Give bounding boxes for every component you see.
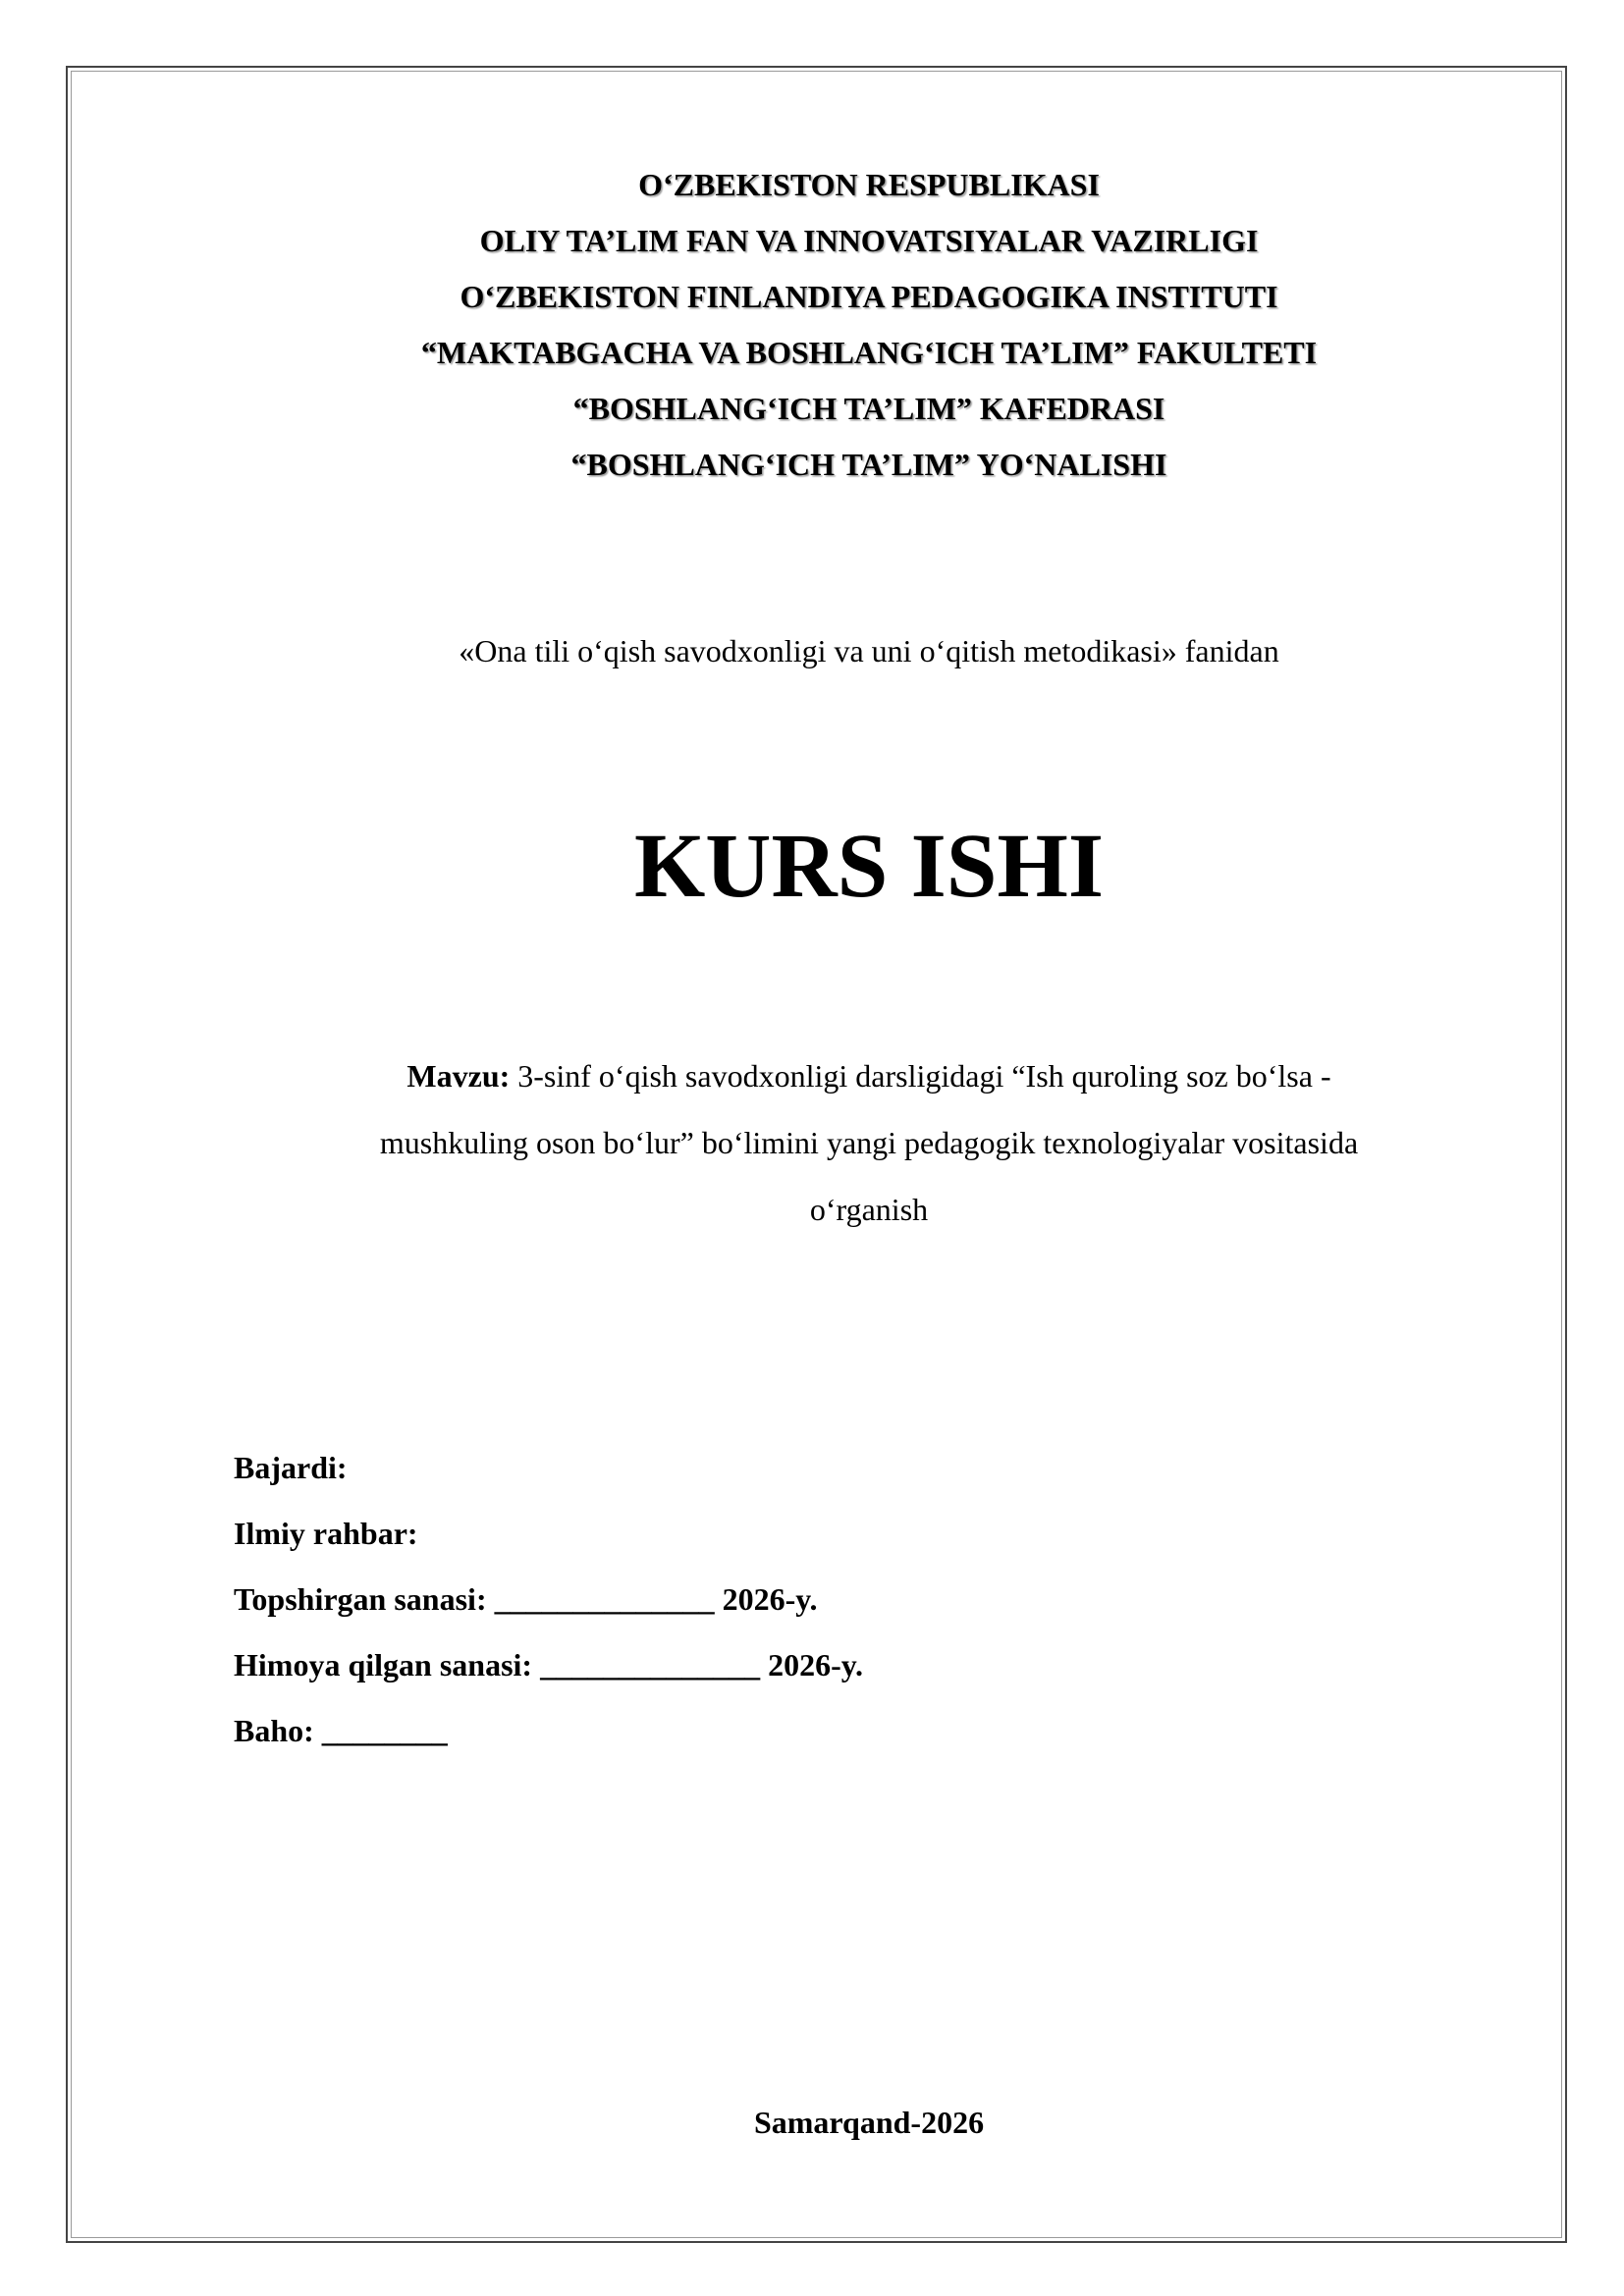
- header-line-direction: “BOSHLANG‘ICH TA’LIM” YO‘NALISHI: [570, 447, 1167, 482]
- header-line-ministry: OLIY TA’LIM FAN VA INNOVATSIYALAR VAZIRLIGI: [479, 223, 1259, 258]
- info-block: [234, 1435, 1412, 1764]
- header-line-department: “BOSHLANG‘ICH TA’LIM” KAFEDRASI: [572, 391, 1165, 426]
- info-defense-date: Himoya qilgan sanasi: ______________ 2026-y.: [234, 1647, 863, 1682]
- topic-line-1: [236, 1042, 1502, 1109]
- topic-text-1: 3-sinf o‘qish savodxonligi darsligidagi “Ish quroling soz bo‘lsa -: [510, 1058, 1331, 1094]
- topic-block: [236, 1042, 1502, 1243]
- info-supervisor: Ilmiy rahbar:: [234, 1516, 418, 1551]
- header-line-institute: O‘ZBEKISTON FINLANDIYA PEDAGOGIKA INSTITUTI: [460, 279, 1278, 314]
- topic-line-2: mushkuling oson bo‘lur” bo‘limini yangi pedagogik texnologiyalar vositasida: [379, 1125, 1359, 1160]
- header-line-country: O‘ZBEKISTON RESPUBLIKASI: [638, 167, 1100, 202]
- topic-label: Mavzu:: [406, 1058, 511, 1094]
- subject-line: «Ona tili o‘qish savodxonligi va uni o‘qitish metodikasi» fanidan: [459, 633, 1279, 668]
- topic-line-3: o‘rganish: [809, 1192, 929, 1227]
- info-bajardi: Bajardi:: [234, 1450, 348, 1485]
- document-title: KURS ISHI: [633, 816, 1105, 917]
- place-year: Samarqand-2026: [753, 2105, 985, 2140]
- header-line-faculty: “MAKTABGACHA VA BOSHLANG‘ICH TA’LIM” FAKULTETI: [420, 335, 1318, 370]
- info-submission-date: Topshirgan sanasi: ______________ 2026-y.: [234, 1581, 818, 1617]
- institution-header: [236, 157, 1502, 493]
- info-grade: Baho: ________: [234, 1713, 448, 1748]
